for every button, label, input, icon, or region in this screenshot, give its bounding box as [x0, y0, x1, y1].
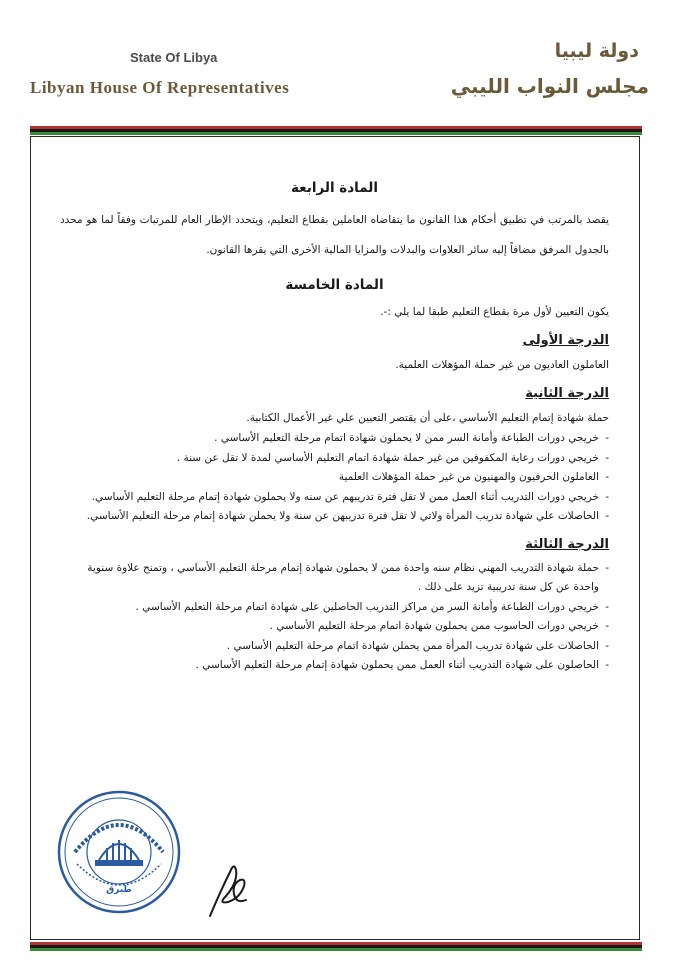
article4-text: يقصد بالمرتب في تطبيق أحكام هذا القانون ما يتقاضاه العاملين بقطاع التعليم، ويتحدد الإطار العام للمرتبات وفقاً لما هو محدد بالجدول المرفق مضافاً إليه سائر العلاوات والبدلات والمزايا المالية الأخرى التي يقرها القانون. [60, 213, 609, 256]
list-item: - العاملون الحرفيون والمهنيون من غير حملة المؤهلات العلمية [60, 468, 609, 488]
list-item: - خريجي دورات الحاسوب ممن يحملون شهادة اتمام مرحلة التعليم الأساسي . [60, 617, 609, 637]
article5-intro: يكون التعيين لأول مرة بقطاع التعليم طبقا لما يلي :-. [380, 305, 609, 318]
svg-text:طبرق: طبرق [106, 885, 132, 895]
grade3-list [60, 559, 609, 676]
article5-title: المادة الخامسة [285, 276, 384, 293]
grade2-list [60, 429, 609, 527]
list-item: - خريجي دورات الطباعة وأمانة السر من مراكز التدريب الحاصلين على شهادة اتمام مرحلة التعليم الأساسي . [60, 598, 609, 618]
grade3-title: الدرجة الثالثة [525, 536, 609, 552]
grade2-title: الدرجة الثانية [525, 385, 609, 401]
grade1-text: العاملون العاديون من غير حملة المؤهلات العلمية. [395, 358, 609, 371]
list-item: - خريجي دورات الطباعة وأمانة السر ممن لا يحملون شهادة اتمام مرحلة التعليم الأساسي . [60, 429, 609, 449]
article4-title: المادة الرابعة [290, 180, 378, 196]
document-body [60, 178, 609, 676]
house-of-representatives-label: Libyan House Of Representatives [30, 78, 290, 97]
list-item: - خريجي دورات رعاية المكفوفين من غير حملة شهادة اتمام التعليم الأساسي لمدة لا تقل عن سنة . [60, 449, 609, 469]
state-of-libya-ar-label: دولة ليبيا [554, 40, 639, 62]
list-item: - خريجي دورات التدريب أثناء العمل ممن لا تقل فترة تدريبهم عن سنه ولا يحملون شهادة إتمام مرحلة التعليم الأساسي. [60, 488, 609, 508]
house-of-representatives-ar-label: مجلس النواب الليبي [450, 74, 649, 98]
list-item: - الحاصلات علي شهادة تدريب المرأة ولاتي لا تقل فترة تدريبهن عن سنة ولا يحملن شهادة إتمام مرحلة التعليم الأساسي. [60, 507, 609, 527]
grade1-title: الدرجة الأولى [522, 332, 609, 348]
house-seal-icon [55, 788, 183, 916]
top-green-stripe [30, 132, 642, 135]
grade2-intro: حملة شهادة إتمام التعليم الأساسي ،على أن يقتصر التعيين علي غير الأعمال الكتابية. [246, 412, 609, 425]
signature-icon [200, 852, 260, 922]
list-item: - حملة شهادة التدريب المهني نظام سنه واحدة ممن لا يحملون شهادة إتمام مرحلة التعليم الأساسي ، وتمنح علاوة سنوية واحدة عن كل سنة تدريبية تزيد على ذلك . [60, 559, 609, 598]
list-item: - الحاصلات على شهادة تدريب المرأة ممن يحملن شهادة اتمام مرحلة التعليم الأساسي . [60, 637, 609, 657]
bottom-green-stripe [30, 948, 642, 951]
list-item: - الحاصلون على شهادة التدريب أثناء العمل ممن يحملون شهادة إتمام مرحلة التعليم الأساسي . [60, 656, 609, 676]
state-of-libya-label: State Of Libya [130, 50, 218, 65]
